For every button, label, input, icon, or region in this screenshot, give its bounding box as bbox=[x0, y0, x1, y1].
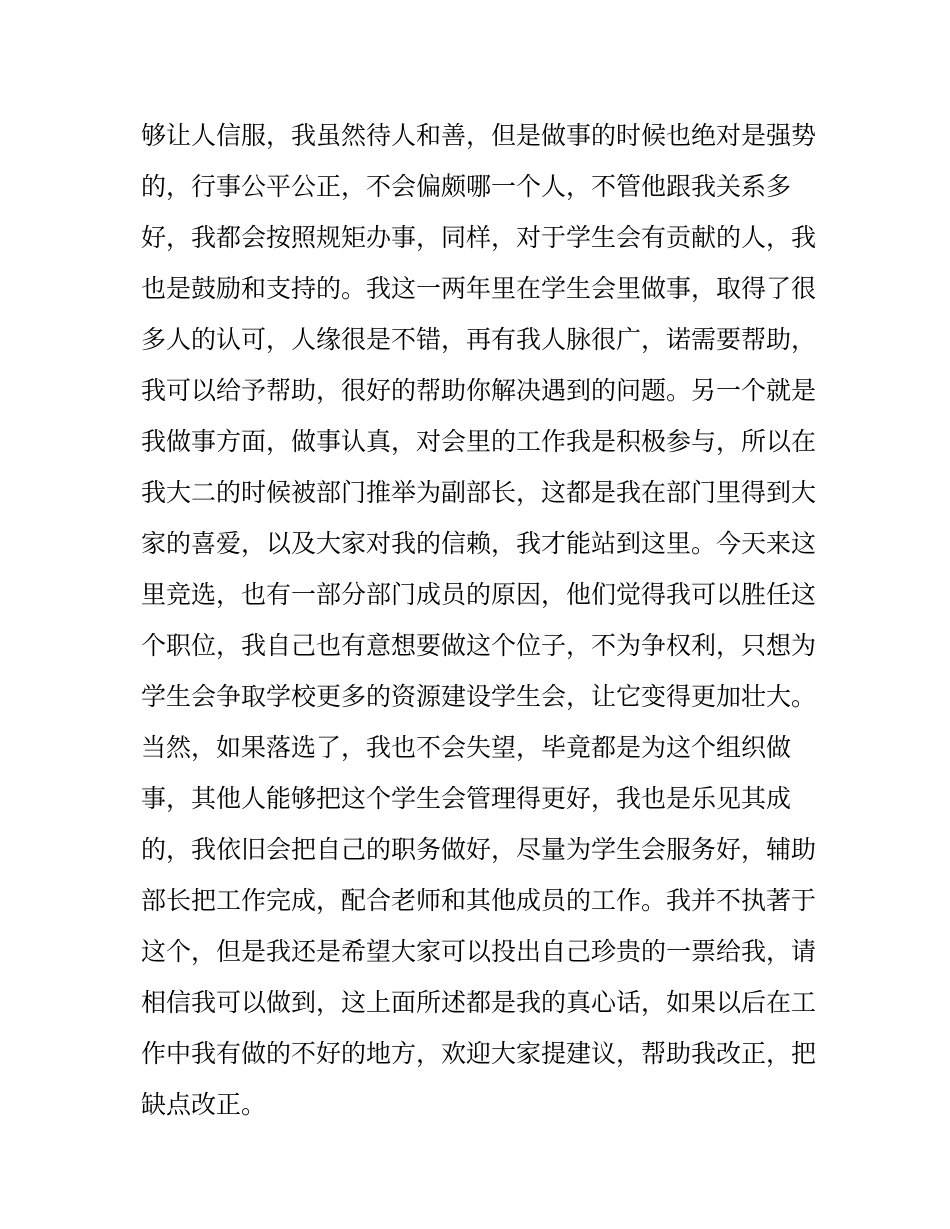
text-line: 也是鼓励和支持的。我这一两年里在学生会里做事，取得了很 bbox=[141, 274, 817, 303]
text-line: 当然，如果落选了，我也不会失望，毕竟都是为这个组织做 bbox=[141, 733, 792, 762]
text-line: 缺点改正。 bbox=[141, 1090, 267, 1119]
text-line: 我大二的时候被部门推举为副部长，这都是我在部门里得到大 bbox=[141, 478, 817, 507]
text-line: 的，我依旧会把自己的职务做好，尽量为学生会服务好，辅助 bbox=[141, 835, 817, 864]
text-line: 个职位，我自己也有意想要做这个位子，不为争权利，只想为 bbox=[141, 631, 817, 660]
text-line: 里竞选，也有一部分部门成员的原因，他们觉得我可以胜任这 bbox=[141, 580, 817, 609]
text-line: 作中我有做的不好的地方，欢迎大家提建议，帮助我改正，把 bbox=[141, 1039, 817, 1068]
text-line: 相信我可以做到，这上面所述都是我的真心话，如果以后在工 bbox=[141, 988, 817, 1017]
text-line: 多人的认可，人缘很是不错，再有我人脉很广，诺需要帮助， bbox=[141, 325, 817, 354]
text-line: 事，其他人能够把这个学生会管理得更好，我也是乐见其成 bbox=[141, 784, 792, 813]
text-line: 的，行事公平公正，不会偏颇哪一个人，不管他跟我关系多 bbox=[141, 172, 792, 201]
body-paragraph bbox=[141, 110, 821, 1130]
text-line: 部长把工作完成，配合老师和其他成员的工作。我并不执著于 bbox=[141, 886, 817, 915]
text-line: 够让人信服，我虽然待人和善，但是做事的时候也绝对是强势 bbox=[141, 121, 817, 150]
text-line: 我做事方面，做事认真，对会里的工作我是积极参与，所以在 bbox=[141, 427, 817, 456]
text-line: 这个，但是我还是希望大家可以投出自己珍贵的一票给我，请 bbox=[141, 937, 817, 966]
text-line: 家的喜爱，以及大家对我的信赖，我才能站到这里。今天来这 bbox=[141, 529, 817, 558]
text-line: 好，我都会按照规矩办事，同样，对于学生会有贡献的人，我 bbox=[141, 223, 817, 252]
text-line: 我可以给予帮助，很好的帮助你解决遇到的问题。另一个就是 bbox=[141, 376, 817, 405]
text-line: 学生会争取学校更多的资源建设学生会，让它变得更加壮大。 bbox=[141, 682, 817, 711]
